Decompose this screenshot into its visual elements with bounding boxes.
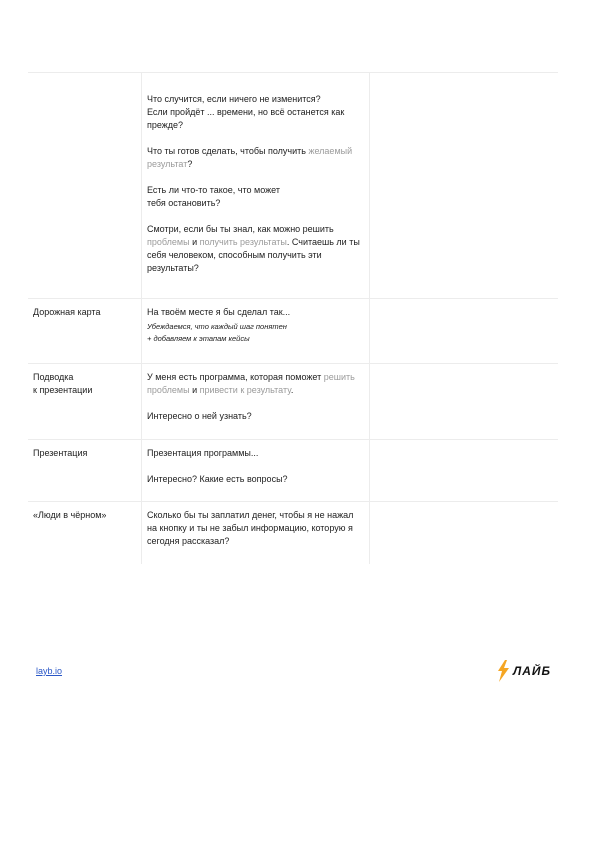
- row-content: [142, 502, 370, 564]
- statement-text: Презентация программы...: [147, 448, 259, 458]
- question-text: Сколько бы ты заплатил денег, чтобы я не нажал на кнопку и ты не забыл информацию, которую я сегодня рассказал?: [147, 510, 354, 546]
- question-text: Что случится, если ничего не изменится? Если пройдёт ... времени, но всё останется как прежде?: [147, 94, 345, 130]
- question-text: Смотри, если бы ты знал, как можно решить проблемы и получить результаты. Считаешь ли ты себя человеком, способным получить эти результаты?: [147, 224, 360, 273]
- empty-cell: [370, 299, 558, 363]
- flame-icon: [496, 660, 510, 682]
- script-table: [28, 72, 558, 564]
- row-label: «Люди в чёрном»: [28, 502, 142, 564]
- table-row: [28, 440, 558, 502]
- question-text: Интересно о ней узнать?: [147, 411, 252, 421]
- row-label: Презентация: [28, 440, 142, 501]
- website-link[interactable]: layb.io: [36, 666, 63, 676]
- row-content: [142, 440, 370, 501]
- empty-cell: [370, 502, 558, 564]
- empty-cell: [370, 73, 558, 298]
- table-row: [28, 364, 558, 440]
- row-content: [142, 73, 370, 298]
- row-label: Дорожная карта: [28, 299, 142, 363]
- row-label: [28, 73, 142, 298]
- question-text: Интересно? Какие есть вопросы?: [147, 474, 288, 484]
- brand-logo: [496, 660, 551, 682]
- statement-text: На твоём месте я бы сделал так...: [147, 307, 291, 317]
- question-text: Что ты готов сделать, чтобы получить желаемый результат?: [147, 146, 353, 169]
- row-content: [142, 364, 370, 439]
- table-row: [28, 299, 558, 364]
- table-row: [28, 73, 558, 299]
- empty-cell: [370, 364, 558, 439]
- table-row: [28, 502, 558, 564]
- row-content: [142, 299, 370, 363]
- statement-text: У меня есть программа, которая поможет решить проблемы и привести к результату.: [147, 372, 355, 395]
- row-label: Подводка к презентации: [28, 364, 142, 439]
- question-text: Есть ли что-то такое, что может тебя остановить?: [147, 185, 280, 208]
- note-text: Убеждаемся, что каждый шаг понятен + добавляем к этапам кейсы: [147, 322, 287, 343]
- empty-cell: [370, 440, 558, 501]
- logo-text: ЛАЙБ: [513, 664, 552, 678]
